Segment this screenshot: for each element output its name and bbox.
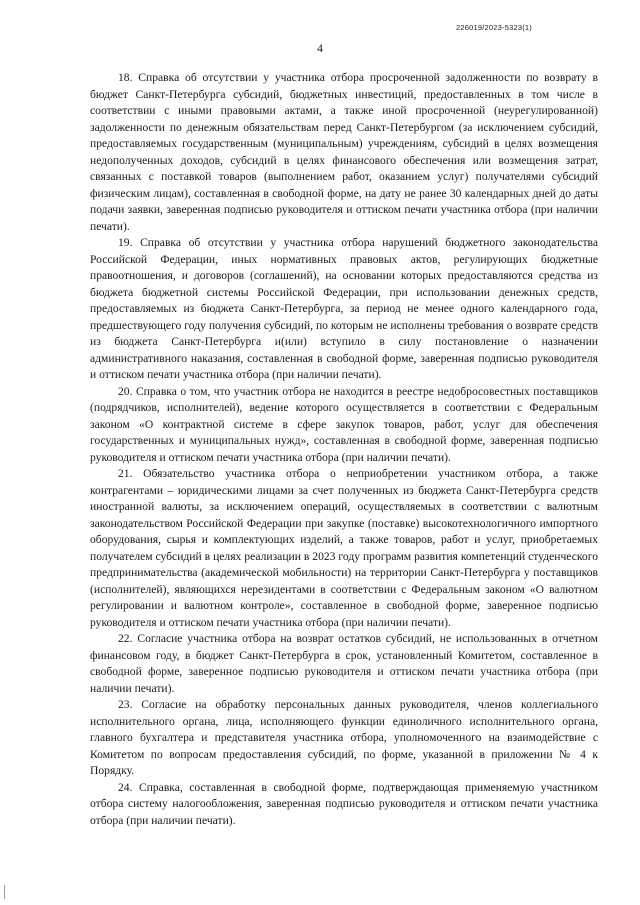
page-number: 4 (317, 41, 323, 55)
paragraph-23: 23. Согласие на обработку персональных данных руководителя, членов коллегиального исполнительного органа, лица, исполняющего функции единоличного исполнительного органа, главного бухгалтера и представителя участника отбора, уполномоченного на взаимодействие с Комитетом по вопросам предоставления субсидий, по форме, указанной в приложении № 4 к Порядку. (90, 698, 598, 777)
document-body (90, 70, 598, 829)
paragraph-20: 20. Справка о том, что участник отбора не находится в реестре недобросовестных поставщиков (подрядчиков, исполнителей), ведение которого осуществляется в соответствии с Федеральным законом «О контрактной системе в сфере закупок товаров, работ, услуг для обеспечения государственных и муниципальных нужд», составленная в свободной форме, заверенная подписью руководителя и оттиском печати участника отбора (при наличии печати). (90, 384, 598, 464)
paragraph-22: 22. Согласие участника отбора на возврат остатков субсидий, не использованных в отчетном финансовом году, в бюджет Санкт-Петербурга в срок, установленный Комитетом, составленное в свободной форме, заверенное подписью руководителя и оттиском печати участника отбора (при наличии печати). (90, 632, 598, 695)
scan-edge-mark (4, 885, 5, 899)
paragraph-21: 21. Обязательство участника отбора о неприобретении участником отбора, а также контрагентами – юридическими лицами за счет полученных из бюджета Санкт-Петербурга средств иностранной валюты, за исключением операций, осуществляемых в соответствии с валютным законодательством Российской Федерации при закупке (поставке) высокотехнологичного импортного оборудования, сырья и комплектующих изделий, а также товаров, работ и услуг, приобретаемых получателем субсидий в целях реализации в 2023 году программ развития компетенций студенческого предпринимательства (академической мобильности) на территории Санкт-Петербурга у поставщиков (исполнителей), являющихся нерезидентами в соответствии с Федеральным законом «О валютном регулировании и валютном контроле», составленное в свободной форме, заверенное подписью руководителя и оттиском печати участника отбора (при наличии печати). (90, 467, 598, 629)
paragraph-19: 19. Справка об отсутствии у участника отбора нарушений бюджетного законодательства Российской Федерации, иных нормативных правовых актов, регулирующих бюджетные правоотношения, и договоров (соглашений), на основании которых предоставляются средства из бюджета бюджетной системы Российской Федерации, при использовании денежных средств, предоставляемых из бюджета Санкт-Петербурга, за период не менее одного календарного года, предшествующего году получения субсидий, по которым не исполнены требования о возврате средств из бюджета Санкт-Петербурга и(или) вступило в силу постановление о назначении административного наказания, составленная в свободной форме, заверенная подписью руководителя и оттиском печати участника отбора (при наличии печати). (90, 236, 598, 381)
paragraph-24: 24. Справка, составленная в свободной форме, подтверждающая применяемую участником отбора систему налогообложения, заверенная подписью руководителя и оттиском печати участника отбора (при наличии печати). (90, 780, 598, 827)
document-id: 226019/2023-5323(1) (456, 23, 532, 32)
paragraph-18: 18. Справка об отсутствии у участника отбора просроченной задолженности по возврату в бюджет Санкт-Петербурга субсидий, бюджетных инвестиций, предоставленных в том числе в соответствии с иными правовыми актами, а также иной просроченной (неурегулированной) задолженности по денежным обязательствам перед Санкт-Петербургом (за исключением субсидий, предоставляемых государственным (муниципальным) учреждениям, субсидий в целях возмещения недополученных доходов, субсидий в целях финансового обеспечения или возмещения затрат, связанных с поставкой товаров (выполнением работ, оказанием услуг) получателями субсидий физическим лицам), составленная в свободной форме, на дату не ранее 30 календарных дней до даты подачи заявки, заверенная подписью руководителя и оттиском печати участника отбора (при наличии печати). (90, 71, 598, 233)
